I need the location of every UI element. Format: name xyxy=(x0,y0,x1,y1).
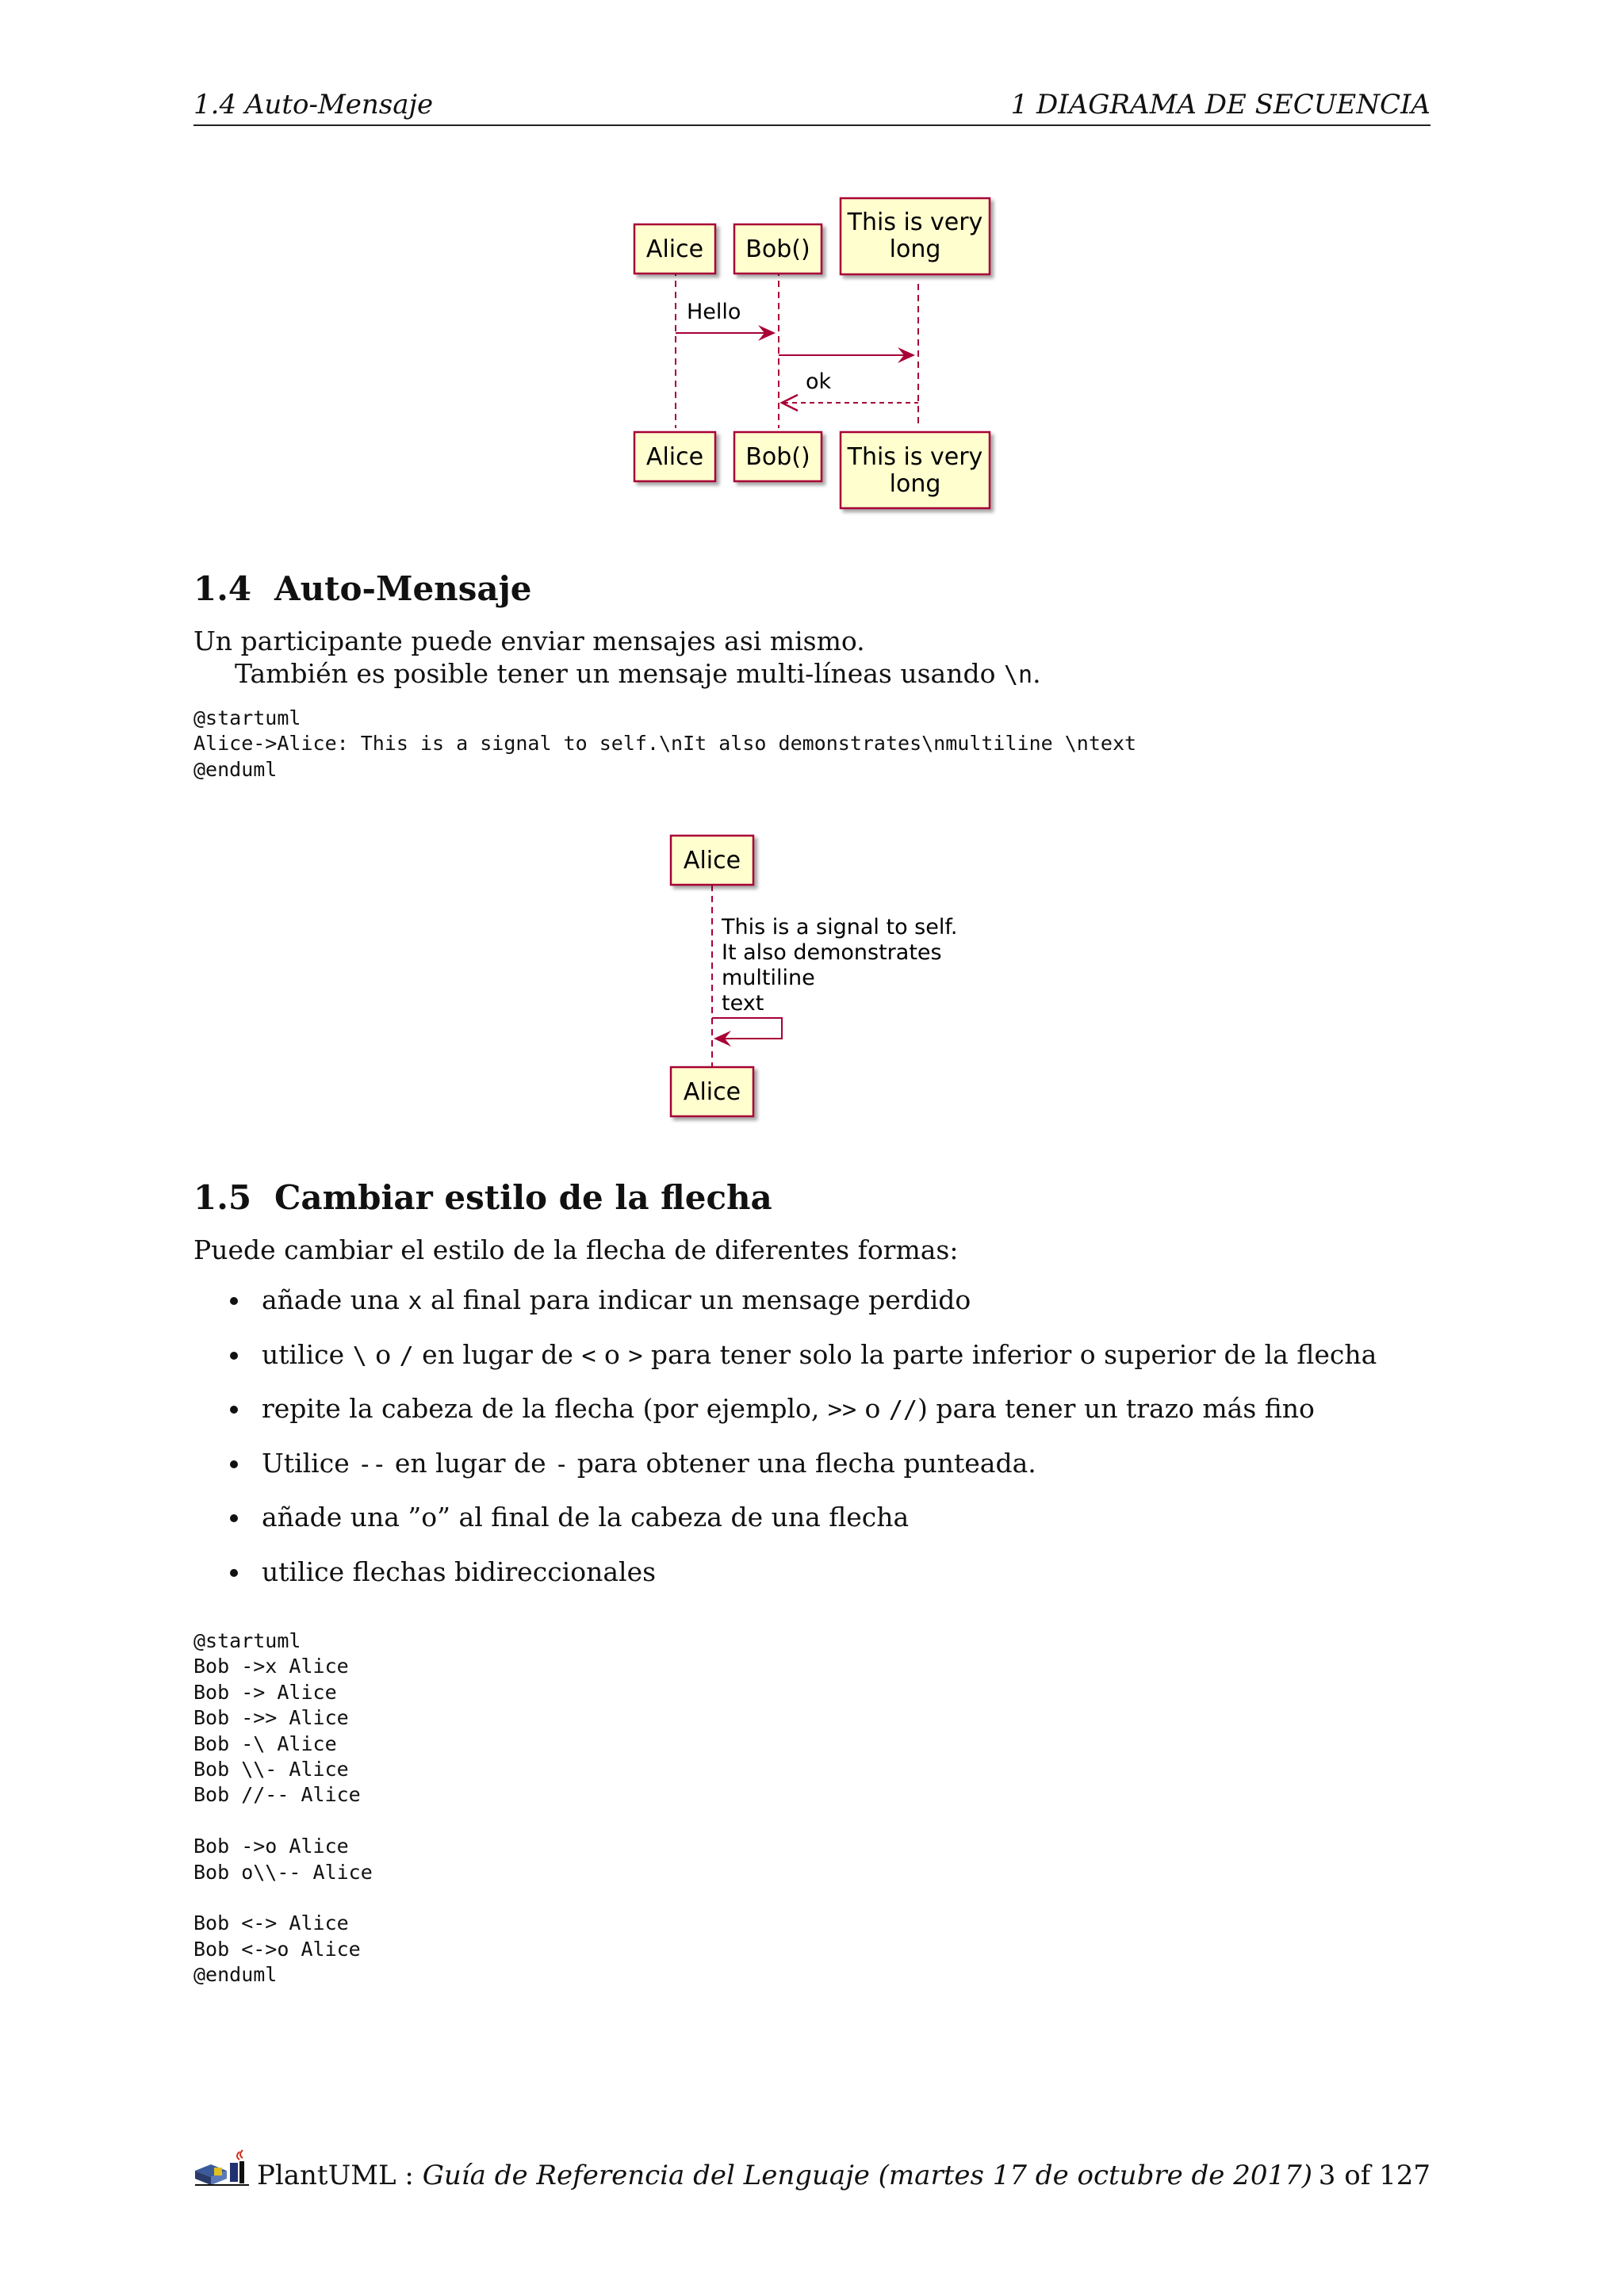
bullet-icon xyxy=(230,1352,238,1360)
section-title-text: Auto-Mensaje xyxy=(274,569,532,608)
paragraph-end: . xyxy=(1032,658,1041,689)
participant-label-alice-top: Alice xyxy=(645,235,704,263)
inline-code: > xyxy=(628,1341,643,1370)
participant-label-alice-bottom: Alice xyxy=(683,1078,741,1106)
message-line-3: multiline xyxy=(722,966,815,990)
participant-label-alice-top: Alice xyxy=(683,847,741,874)
inline-code: -- xyxy=(358,1450,387,1479)
list-item-text: utilice flechas bidireccionales xyxy=(262,1556,657,1587)
list-item-text: o xyxy=(366,1338,400,1370)
list-item xyxy=(230,1284,1377,1339)
footer-title xyxy=(257,2160,1312,2191)
bullet-icon xyxy=(230,1460,238,1468)
participant-label-bob-bottom: Bob() xyxy=(745,443,810,471)
footer-brand: PlantUML : xyxy=(257,2160,423,2191)
sequence-diagram-figure xyxy=(619,190,999,523)
bullet-icon xyxy=(230,1406,238,1414)
list-item-text: utilice xyxy=(262,1338,353,1370)
list-item-text: o xyxy=(856,1393,889,1424)
list-item-text: para tener solo la parte inferior o superior de la flecha xyxy=(642,1338,1377,1370)
list-item xyxy=(230,1448,1377,1502)
list-item-text: repite la cabeza de la flecha (por ejemplo, xyxy=(262,1393,828,1424)
bullet-icon xyxy=(230,1569,238,1577)
participant-label-long-top-1: This is very xyxy=(847,209,983,236)
inline-code: < xyxy=(581,1341,596,1370)
paragraph-text: También es posible tener un mensaje multi-líneas usando xyxy=(235,658,1004,689)
inline-code: >> xyxy=(827,1396,857,1424)
inline-code-newline: \n xyxy=(1003,661,1033,689)
list-item-text: Utilice xyxy=(262,1447,358,1479)
paragraph-self-message: Un participante puede enviar mensajes asi mismo. xyxy=(193,626,865,656)
list-item-text: en lugar de xyxy=(386,1447,555,1479)
inline-code: / xyxy=(399,1341,414,1370)
list-item xyxy=(230,1339,1377,1394)
running-header-section: 1.4 Auto-Mensaje xyxy=(193,89,434,121)
paragraph-arrow-styles-intro: Puede cambiar el estilo de la flecha de diferentes formas: xyxy=(193,1234,959,1265)
paragraph-multiline xyxy=(235,658,1041,689)
code-block-self-message: @startuml Alice->Alice: This is a signal to self.\nIt also demonstrates\nmultiline \ntext @enduml xyxy=(193,706,1137,781)
message-line-2: It also demonstrates xyxy=(722,940,942,965)
message-line-4: text xyxy=(722,991,764,1016)
list-item xyxy=(230,1502,1377,1556)
message-label-ok: ok xyxy=(806,369,832,394)
inline-code: \ xyxy=(352,1341,367,1370)
participant-label-bob-top: Bob() xyxy=(745,235,810,263)
list-item-text: o xyxy=(596,1338,629,1370)
header-rule xyxy=(193,124,1431,126)
code-block-arrow-styles: @startuml Bob ->x Alice Bob -> Alice Bob ->> Alice Bob -\ Alice Bob \\- Alice Bob //-- Alice Bob ->o Alice Bob o\\-- Alice Bob <-> Alice Bob <->o Alice @enduml xyxy=(193,1629,373,1987)
list-item-text: ) para tener un trazo más fino xyxy=(917,1393,1315,1424)
participant-label-alice-bottom: Alice xyxy=(645,443,704,471)
section-heading-1-5 xyxy=(193,1178,772,1217)
inline-code: - xyxy=(554,1450,569,1479)
list-item-text: en lugar de xyxy=(413,1338,582,1370)
section-title-text: Cambiar estilo de la flecha xyxy=(274,1178,772,1217)
message-line-1: This is a signal to self. xyxy=(722,915,958,939)
footer-document-title: Guía de Referencia del Lenguaje (martes 17 de octubre de 2017) xyxy=(422,2160,1313,2191)
running-header-chapter: 1 DIAGRAMA DE SECUENCIA xyxy=(1010,89,1431,121)
bullet-icon xyxy=(230,1297,238,1305)
list-item-text: añade una xyxy=(262,1284,408,1315)
list-item-text: al final para indicar un mensage perdido xyxy=(422,1284,971,1315)
section-number: 1.4 xyxy=(193,569,252,608)
bullet-icon xyxy=(230,1514,238,1522)
inline-code: // xyxy=(888,1396,917,1424)
page-number: 3 of 127 xyxy=(1318,2160,1431,2191)
list-item xyxy=(230,1556,1377,1611)
message-label-hello: Hello xyxy=(687,300,741,324)
participant-label-long-top-2: long xyxy=(889,235,941,263)
section-number: 1.5 xyxy=(193,1178,252,1217)
self-message-diagram-figure xyxy=(658,825,975,1142)
list-item-text: añade una ”o” al final de la cabeza de una flecha xyxy=(262,1502,910,1533)
participant-label-long-bottom-2: long xyxy=(889,470,941,498)
plantuml-logo-icon xyxy=(193,2149,251,2188)
inline-code: x xyxy=(408,1288,423,1315)
list-item xyxy=(230,1393,1377,1448)
section-heading-1-4 xyxy=(193,569,532,608)
list-item-text: para obtener una flecha punteada. xyxy=(569,1447,1036,1479)
participant-label-long-bottom-1: This is very xyxy=(847,443,983,471)
arrow-style-list xyxy=(230,1284,1377,1610)
